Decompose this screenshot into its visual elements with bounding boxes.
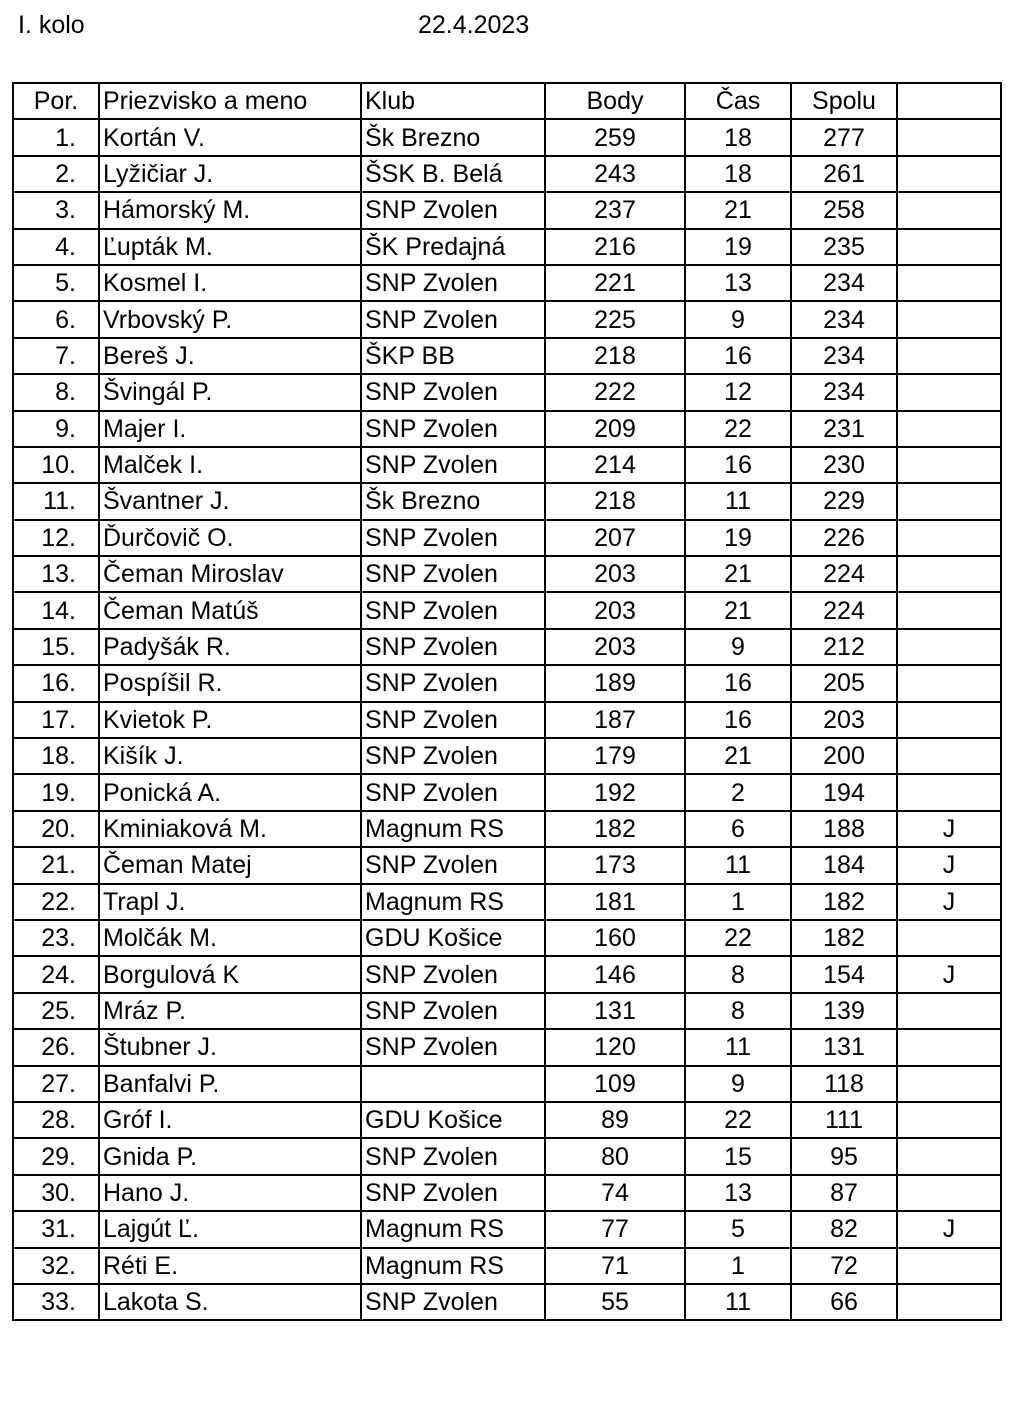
cell-total: 182 [791,884,897,920]
cell-rank: 4. [13,229,99,265]
cell-points: 203 [545,629,685,665]
cell-total: 95 [791,1138,897,1174]
cell-name: Mráz P. [99,993,361,1029]
cell-note [897,119,1001,155]
cell-note: J [897,1211,1001,1247]
cell-time: 18 [685,119,791,155]
cell-note [897,738,1001,774]
cell-points: 209 [545,411,685,447]
cell-note [897,1066,1001,1102]
cell-total: 200 [791,738,897,774]
cell-total: 231 [791,411,897,447]
cell-note: J [897,847,1001,883]
cell-rank: 30. [13,1175,99,1211]
cell-name: Majer I. [99,411,361,447]
cell-rank: 33. [13,1284,99,1320]
cell-note [897,520,1001,556]
cell-points: 146 [545,956,685,992]
cell-points: 192 [545,774,685,810]
cell-note [897,1248,1001,1284]
cell-time: 22 [685,1102,791,1138]
cell-points: 243 [545,156,685,192]
col-header-note [897,83,1001,119]
cell-time: 16 [685,338,791,374]
table-row [13,811,1001,847]
cell-total: 234 [791,265,897,301]
cell-time: 11 [685,1284,791,1320]
cell-name: Ľupták M. [99,229,361,265]
cell-total: 118 [791,1066,897,1102]
cell-total: 72 [791,1248,897,1284]
results-body [13,119,1001,1320]
cell-name: Kvietok P. [99,702,361,738]
cell-points: 203 [545,592,685,628]
cell-name: Kminiaková M. [99,811,361,847]
cell-time: 19 [685,229,791,265]
cell-time: 8 [685,956,791,992]
table-row [13,229,1001,265]
cell-note [897,702,1001,738]
cell-name: Štubner J. [99,1029,361,1065]
cell-rank: 17. [13,702,99,738]
cell-note [897,1138,1001,1174]
cell-time: 21 [685,556,791,592]
cell-rank: 16. [13,665,99,701]
cell-time: 9 [685,629,791,665]
cell-time: 16 [685,447,791,483]
cell-time: 11 [685,847,791,883]
cell-club: GDU Košice [361,1102,545,1138]
table-row [13,665,1001,701]
cell-club: SNP Zvolen [361,520,545,556]
table-row [13,447,1001,483]
cell-total: 139 [791,993,897,1029]
cell-rank: 26. [13,1029,99,1065]
cell-note [897,447,1001,483]
cell-time: 21 [685,738,791,774]
cell-name: Švingál P. [99,374,361,410]
table-row [13,920,1001,956]
cell-rank: 11. [13,483,99,519]
cell-time: 9 [685,301,791,337]
cell-time: 1 [685,1248,791,1284]
cell-rank: 25. [13,993,99,1029]
cell-points: 218 [545,483,685,519]
cell-club: Magnum RS [361,884,545,920]
cell-club: SNP Zvolen [361,592,545,628]
cell-rank: 28. [13,1102,99,1138]
cell-name: Malček I. [99,447,361,483]
cell-name: Banfalvi P. [99,1066,361,1102]
cell-club: SNP Zvolen [361,956,545,992]
date-label: 22.4.2023 [418,11,530,39]
cell-time: 11 [685,483,791,519]
cell-note [897,192,1001,228]
table-row [13,847,1001,883]
cell-note [897,774,1001,810]
cell-total: 131 [791,1029,897,1065]
cell-club: SNP Zvolen [361,556,545,592]
cell-rank: 22. [13,884,99,920]
table-row [13,338,1001,374]
cell-total: 234 [791,338,897,374]
cell-club: SNP Zvolen [361,847,545,883]
cell-time: 16 [685,702,791,738]
cell-club: ŠK Predajná [361,229,545,265]
cell-name: Pospíšil R. [99,665,361,701]
cell-note [897,1102,1001,1138]
cell-club: ŠKP BB [361,338,545,374]
cell-time: 13 [685,265,791,301]
cell-points: 216 [545,229,685,265]
cell-rank: 5. [13,265,99,301]
table-row [13,738,1001,774]
cell-club: SNP Zvolen [361,738,545,774]
table-row [13,702,1001,738]
col-header-time: Čas [685,83,791,119]
cell-total: 234 [791,374,897,410]
cell-rank: 3. [13,192,99,228]
cell-total: 258 [791,192,897,228]
header-row [13,83,1001,119]
cell-time: 12 [685,374,791,410]
cell-points: 182 [545,811,685,847]
cell-club: SNP Zvolen [361,1284,545,1320]
cell-rank: 32. [13,1248,99,1284]
cell-rank: 24. [13,956,99,992]
cell-points: 189 [545,665,685,701]
table-row [13,993,1001,1029]
cell-name: Bereš J. [99,338,361,374]
table-row [13,301,1001,337]
cell-rank: 27. [13,1066,99,1102]
table-row [13,1211,1001,1247]
cell-note [897,592,1001,628]
cell-rank: 7. [13,338,99,374]
cell-time: 21 [685,592,791,628]
cell-points: 80 [545,1138,685,1174]
cell-note [897,1029,1001,1065]
cell-points: 77 [545,1211,685,1247]
cell-rank: 21. [13,847,99,883]
cell-time: 22 [685,411,791,447]
cell-points: 187 [545,702,685,738]
cell-time: 22 [685,920,791,956]
table-row [13,1175,1001,1211]
cell-name: Čeman Matej [99,847,361,883]
results-table [12,82,1002,1321]
col-header-name: Priezvisko a meno [99,83,361,119]
col-header-club: Klub [361,83,545,119]
cell-rank: 23. [13,920,99,956]
cell-note [897,411,1001,447]
cell-club: SNP Zvolen [361,665,545,701]
table-row [13,556,1001,592]
table-row [13,156,1001,192]
col-header-points: Body [545,83,685,119]
cell-points: 203 [545,556,685,592]
cell-club [361,1066,545,1102]
table-row [13,592,1001,628]
cell-time: 19 [685,520,791,556]
table-row [13,1138,1001,1174]
cell-points: 179 [545,738,685,774]
col-header-total: Spolu [791,83,897,119]
table-row [13,520,1001,556]
cell-rank: 18. [13,738,99,774]
cell-time: 13 [685,1175,791,1211]
cell-club: SNP Zvolen [361,265,545,301]
cell-points: 237 [545,192,685,228]
cell-name: Vrbovský P. [99,301,361,337]
cell-total: 229 [791,483,897,519]
cell-club: Šk Brezno [361,483,545,519]
cell-club: SNP Zvolen [361,192,545,228]
cell-name: Čeman Matúš [99,592,361,628]
cell-total: 154 [791,956,897,992]
cell-total: 224 [791,556,897,592]
cell-rank: 2. [13,156,99,192]
col-header-rank: Por. [13,83,99,119]
cell-rank: 12. [13,520,99,556]
cell-name: Ponická A. [99,774,361,810]
table-row [13,629,1001,665]
cell-club: SNP Zvolen [361,629,545,665]
cell-name: Borgulová K [99,956,361,992]
cell-note [897,265,1001,301]
cell-note: J [897,884,1001,920]
cell-note [897,374,1001,410]
cell-club: SNP Zvolen [361,774,545,810]
cell-rank: 20. [13,811,99,847]
cell-club: SNP Zvolen [361,702,545,738]
table-row [13,884,1001,920]
cell-points: 109 [545,1066,685,1102]
cell-rank: 29. [13,1138,99,1174]
cell-total: 66 [791,1284,897,1320]
cell-note [897,556,1001,592]
cell-note [897,920,1001,956]
cell-name: Gróf I. [99,1102,361,1138]
cell-total: 226 [791,520,897,556]
cell-rank: 10. [13,447,99,483]
cell-name: Gnida P. [99,1138,361,1174]
cell-total: 182 [791,920,897,956]
cell-total: 230 [791,447,897,483]
cell-rank: 15. [13,629,99,665]
cell-name: Padyšák R. [99,629,361,665]
cell-name: Lyžičiar J. [99,156,361,192]
cell-points: 71 [545,1248,685,1284]
table-row [13,1248,1001,1284]
cell-rank: 9. [13,411,99,447]
table-row [13,192,1001,228]
cell-rank: 8. [13,374,99,410]
cell-rank: 6. [13,301,99,337]
cell-points: 160 [545,920,685,956]
cell-name: Ďurčovič O. [99,520,361,556]
cell-name: Lakota S. [99,1284,361,1320]
cell-points: 218 [545,338,685,374]
cell-total: 194 [791,774,897,810]
cell-rank: 14. [13,592,99,628]
cell-total: 261 [791,156,897,192]
cell-total: 235 [791,229,897,265]
table-row [13,956,1001,992]
cell-name: Kortán V. [99,119,361,155]
cell-time: 1 [685,884,791,920]
cell-points: 214 [545,447,685,483]
table-row [13,1102,1001,1138]
cell-club: SNP Zvolen [361,1029,545,1065]
cell-club: SNP Zvolen [361,1175,545,1211]
cell-points: 222 [545,374,685,410]
cell-note [897,156,1001,192]
cell-rank: 13. [13,556,99,592]
table-row [13,1284,1001,1320]
cell-club: SNP Zvolen [361,411,545,447]
cell-points: 120 [545,1029,685,1065]
cell-points: 131 [545,993,685,1029]
cell-club: SNP Zvolen [361,301,545,337]
cell-total: 212 [791,629,897,665]
table-row [13,1066,1001,1102]
table-row [13,374,1001,410]
cell-time: 18 [685,156,791,192]
cell-name: Molčák M. [99,920,361,956]
cell-club: Magnum RS [361,1248,545,1284]
cell-rank: 31. [13,1211,99,1247]
cell-name: Lajgút Ľ. [99,1211,361,1247]
cell-total: 111 [791,1102,897,1138]
cell-name: Hano J. [99,1175,361,1211]
cell-time: 6 [685,811,791,847]
cell-time: 9 [685,1066,791,1102]
cell-note [897,229,1001,265]
cell-club: SNP Zvolen [361,993,545,1029]
table-row [13,411,1001,447]
cell-note: J [897,811,1001,847]
cell-time: 11 [685,1029,791,1065]
cell-total: 82 [791,1211,897,1247]
cell-points: 173 [545,847,685,883]
cell-total: 234 [791,301,897,337]
round-label: I. kolo [18,11,85,39]
cell-total: 87 [791,1175,897,1211]
cell-name: Čeman Miroslav [99,556,361,592]
cell-points: 207 [545,520,685,556]
cell-total: 203 [791,702,897,738]
cell-club: ŠSK B. Belá [361,156,545,192]
cell-note [897,1284,1001,1320]
cell-club: SNP Zvolen [361,1138,545,1174]
cell-club: SNP Zvolen [361,374,545,410]
cell-rank: 1. [13,119,99,155]
cell-club: Magnum RS [361,811,545,847]
cell-note [897,483,1001,519]
cell-time: 15 [685,1138,791,1174]
cell-name: Kosmel I. [99,265,361,301]
cell-time: 5 [685,1211,791,1247]
cell-total: 224 [791,592,897,628]
cell-name: Švantner J. [99,483,361,519]
cell-rank: 19. [13,774,99,810]
cell-time: 8 [685,993,791,1029]
cell-club: SNP Zvolen [361,447,545,483]
cell-points: 221 [545,265,685,301]
cell-note [897,993,1001,1029]
cell-points: 55 [545,1284,685,1320]
cell-name: Réti E. [99,1248,361,1284]
table-row [13,774,1001,810]
cell-note [897,1175,1001,1211]
cell-note [897,629,1001,665]
cell-name: Kišík J. [99,738,361,774]
cell-time: 2 [685,774,791,810]
cell-note [897,338,1001,374]
cell-points: 225 [545,301,685,337]
cell-name: Hámorský M. [99,192,361,228]
cell-points: 181 [545,884,685,920]
cell-points: 259 [545,119,685,155]
cell-time: 16 [685,665,791,701]
table-row [13,119,1001,155]
cell-note [897,665,1001,701]
cell-club: Šk Brezno [361,119,545,155]
cell-points: 89 [545,1102,685,1138]
cell-time: 21 [685,192,791,228]
cell-points: 74 [545,1175,685,1211]
cell-name: Trapl J. [99,884,361,920]
table-row [13,483,1001,519]
table-row [13,1029,1001,1065]
cell-club: GDU Košice [361,920,545,956]
cell-note [897,301,1001,337]
cell-club: Magnum RS [361,1211,545,1247]
cell-total: 205 [791,665,897,701]
table-row [13,265,1001,301]
cell-total: 277 [791,119,897,155]
cell-note: J [897,956,1001,992]
cell-total: 188 [791,811,897,847]
cell-total: 184 [791,847,897,883]
